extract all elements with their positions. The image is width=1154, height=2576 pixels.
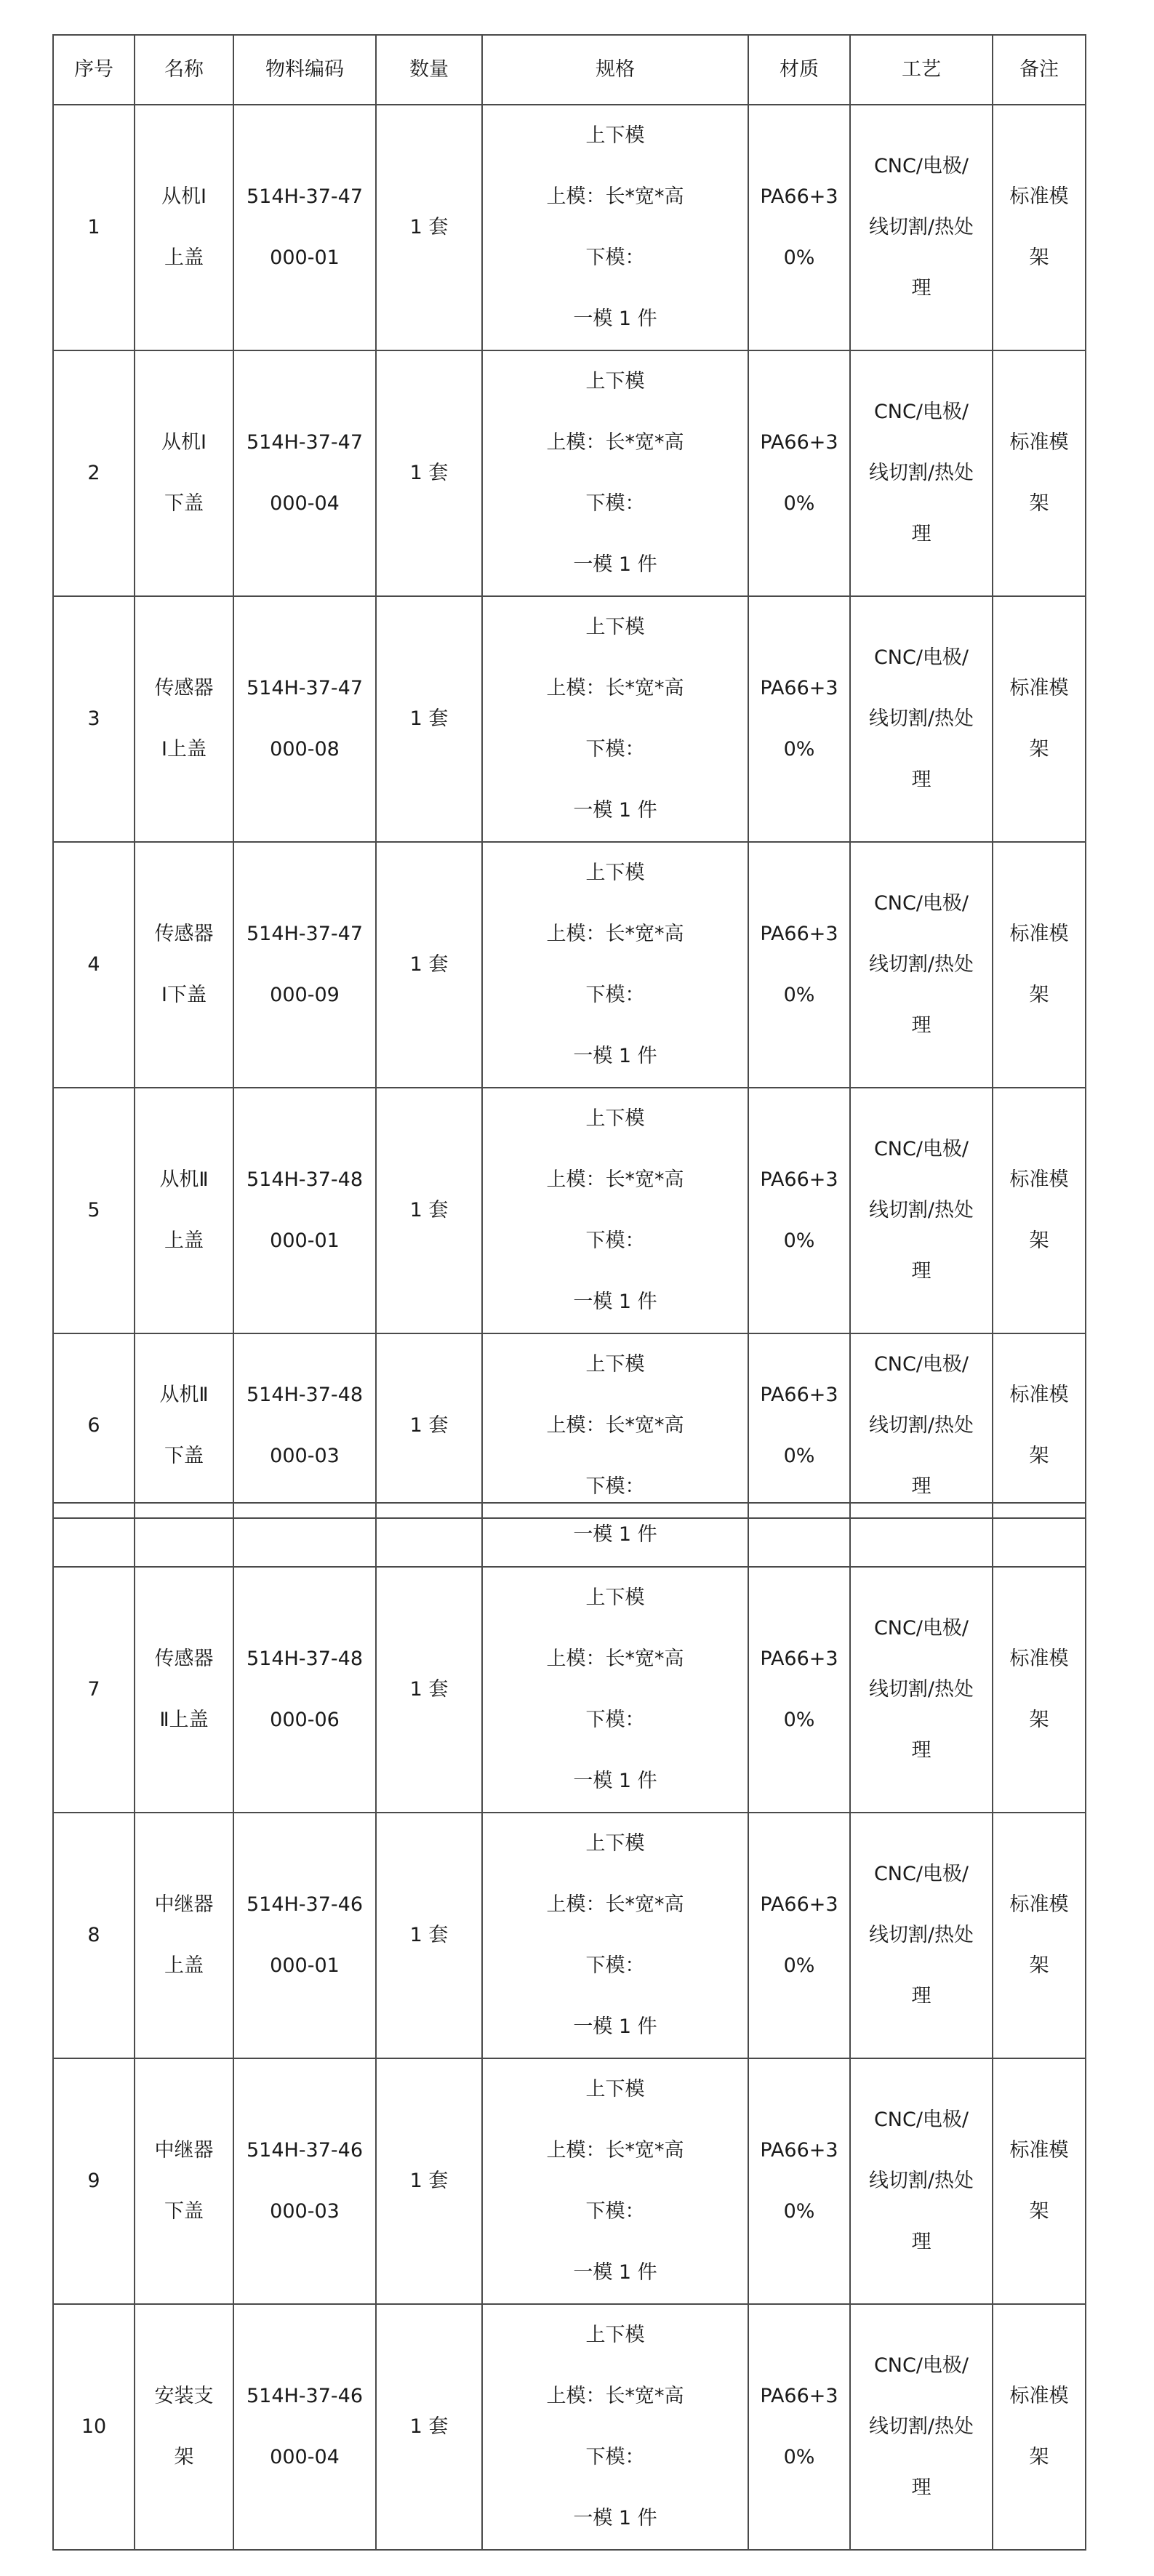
header-process: 工艺 [850, 35, 993, 105]
cell-process-line: 线切割/热处 [868, 1678, 974, 1701]
cell-remark [993, 1333, 1086, 1518]
cell-name-line: 上盖 [164, 246, 204, 269]
cell-process [850, 1813, 993, 2058]
cell-process-line: CNC/电极/ [873, 2354, 969, 2377]
cell-material [748, 596, 850, 842]
cell-name [135, 596, 233, 842]
cell-name-line: 上盖 [164, 1229, 204, 1252]
table-row [53, 1088, 1086, 1333]
cell-process-line: 理 [911, 1985, 931, 2007]
cell-spec-line: 下模： [585, 738, 645, 761]
cell-spec-line: 上模：长*宽*高 [546, 185, 684, 208]
cell-no: 9 [53, 2058, 135, 2304]
cell-spec-line: 下模： [585, 2446, 645, 2468]
cell-material-line: 0% [783, 1954, 815, 1977]
cell-no [53, 1503, 135, 1567]
cell-code-line: 000-03 [270, 2200, 340, 2223]
cell-spec-line: 一模 1 件 [573, 2015, 657, 2038]
cell-process [850, 842, 993, 1088]
cell-name [135, 2304, 233, 2550]
cell-code [233, 1503, 376, 1567]
cell-remark-line: 架 [1029, 2446, 1049, 2468]
cell-remark-line: 标准模 [1009, 1168, 1069, 1191]
cell-process [850, 1567, 993, 1813]
cell-material [748, 1088, 850, 1333]
cell-remark-line: 标准模 [1009, 1648, 1069, 1670]
cell-material-line: PA66+3 [760, 1384, 838, 1406]
cell-remark-line: 架 [1029, 1954, 1049, 1977]
cell-spec [482, 1567, 748, 1813]
cell-name-line: 从机Ⅰ [161, 431, 207, 454]
continuation-row [53, 1503, 1086, 1567]
cell-process-line: 理 [911, 1739, 931, 1762]
cell-process-line: 线切割/热处 [868, 2170, 974, 2192]
cell-spec-line: 上模：长*宽*高 [546, 1168, 684, 1191]
cell-process-line: CNC/电极/ [873, 1138, 969, 1160]
cell-material-line: PA66+3 [760, 923, 838, 945]
cell-material-line: 0% [783, 2200, 815, 2223]
cell-material [748, 105, 850, 350]
cell-no: 5 [53, 1088, 135, 1333]
header-material: 材质 [748, 35, 850, 105]
cell-process-line: 理 [911, 769, 931, 791]
cell-process-line: CNC/电极/ [873, 646, 969, 669]
cell-remark-line: 架 [1029, 246, 1049, 269]
cell-process-line: 理 [911, 2231, 931, 2253]
cell-code [233, 596, 376, 842]
cell-code-line: 000-01 [270, 246, 340, 269]
table-row [53, 2304, 1086, 2550]
cell-spec-line: 一模 1 件 [573, 2261, 657, 2284]
cell-name-line: 下盖 [164, 2200, 204, 2223]
cell-remark-line: 标准模 [1009, 431, 1069, 454]
cell-name-line: 从机Ⅱ [159, 1384, 209, 1406]
cell-spec-line: 下模： [585, 1709, 645, 1731]
cell-process [850, 2304, 993, 2550]
cell-process-line: 线切割/热处 [868, 1924, 974, 1946]
cell-remark-line: 架 [1029, 1709, 1049, 1731]
cell-remark-line: 架 [1029, 1445, 1049, 1467]
cell-code [233, 1567, 376, 1813]
cell-name [135, 1503, 233, 1567]
cell-material-line: 0% [783, 492, 815, 515]
cell-remark [993, 1813, 1086, 2058]
cell-process-line: CNC/电极/ [873, 401, 969, 423]
cell-spec [482, 105, 748, 350]
cell-name [135, 2058, 233, 2304]
cell-material [748, 2304, 850, 2550]
cell-code-line: 000-01 [270, 1229, 340, 1252]
cell-name-line: Ⅱ上盖 [159, 1709, 209, 1731]
cell-material-line: PA66+3 [760, 431, 838, 454]
cell-code-line: 514H-37-47 [246, 431, 364, 454]
cell-process [850, 1088, 993, 1333]
cell-no: 7 [53, 1567, 135, 1813]
cell-qty: 1 套 [376, 1813, 482, 2058]
cell-name-line: 安装支 [154, 2385, 214, 2407]
cell-process [850, 1333, 993, 1518]
cell-process-line: 理 [911, 1475, 931, 1498]
cell-material [748, 350, 850, 596]
cell-name-line: Ⅰ下盖 [161, 984, 207, 1006]
cell-process-line: 线切割/热处 [868, 1199, 974, 1221]
cell-process-line: 理 [911, 1260, 931, 1283]
table-row [53, 2058, 1086, 2304]
table-header-row [53, 35, 1086, 105]
table-row [53, 596, 1086, 842]
cell-remark-line: 标准模 [1009, 1893, 1069, 1916]
cell-name-line: 下盖 [164, 492, 204, 515]
cell-remark [993, 1503, 1086, 1567]
cell-no: 4 [53, 842, 135, 1088]
cell-qty: 1 套 [376, 842, 482, 1088]
cell-spec-line: 下模： [585, 2200, 645, 2223]
cell-material-line: PA66+3 [760, 677, 838, 699]
cell-process-line: 线切割/热处 [868, 707, 974, 730]
cell-remark [993, 105, 1086, 350]
cell-code [233, 105, 376, 350]
cell-name [135, 1333, 233, 1518]
cell-code-line: 514H-37-48 [246, 1648, 364, 1670]
cell-spec: 一模 1 件 [482, 1503, 748, 1567]
cell-no: 6 [53, 1333, 135, 1518]
cell-no: 10 [53, 2304, 135, 2550]
cell-name [135, 1567, 233, 1813]
cell-code [233, 1333, 376, 1518]
cell-spec-line: 上下模 [585, 1586, 645, 1609]
cell-process-line: 理 [911, 523, 931, 545]
cell-remark [993, 350, 1086, 596]
cell-process-line: 理 [911, 277, 931, 300]
cell-process-line: 线切割/热处 [868, 953, 974, 976]
cell-code [233, 350, 376, 596]
mold-list-table [52, 34, 1086, 1519]
cell-no: 8 [53, 1813, 135, 2058]
cell-code [233, 2304, 376, 2550]
cell-code-line: 000-09 [270, 984, 340, 1006]
cell-name [135, 350, 233, 596]
cell-process [850, 2058, 993, 2304]
cell-code-line: 000-01 [270, 1954, 340, 1977]
table-row [53, 1333, 1086, 1518]
cell-spec-line: 上下模 [585, 2324, 645, 2346]
cell-spec-line: 一模 1 件 [573, 2507, 657, 2529]
cell-material-line: PA66+3 [760, 185, 838, 208]
cell-material [748, 1503, 850, 1567]
cell-qty: 1 套 [376, 596, 482, 842]
mold-list-table-continued [52, 1502, 1086, 2551]
cell-process [850, 105, 993, 350]
cell-process-line: 理 [911, 2476, 931, 2499]
cell-spec-line: 上模：长*宽*高 [546, 2139, 684, 2162]
cell-name-line: 下盖 [164, 1445, 204, 1467]
cell-name [135, 105, 233, 350]
cell-code [233, 2058, 376, 2304]
cell-spec-line: 上下模 [585, 1832, 645, 1855]
cell-spec-line: 一模 1 件 [573, 1770, 657, 1792]
cell-remark-line: 架 [1029, 492, 1049, 515]
cell-remark [993, 1088, 1086, 1333]
cell-process [850, 350, 993, 596]
cell-remark-line: 标准模 [1009, 1384, 1069, 1406]
cell-name [135, 842, 233, 1088]
cell-material [748, 1333, 850, 1518]
cell-name-line: 传感器 [154, 923, 214, 945]
cell-material-line: 0% [783, 1445, 815, 1467]
cell-spec [482, 1088, 748, 1333]
cell-code [233, 842, 376, 1088]
cell-remark [993, 1567, 1086, 1813]
cell-process-line: 线切割/热处 [868, 2415, 974, 2438]
header-code: 物料编码 [233, 35, 376, 105]
cell-spec [482, 842, 748, 1088]
cell-code-line: 514H-37-47 [246, 185, 364, 208]
header-remark: 备注 [993, 35, 1086, 105]
header-no: 序号 [53, 35, 135, 105]
cell-remark-line: 标准模 [1009, 677, 1069, 699]
cell-remark [993, 2058, 1086, 2304]
header-qty: 数量 [376, 35, 482, 105]
cell-spec-line: 下模： [585, 984, 645, 1006]
cell-code-line: 514H-37-46 [246, 1893, 364, 1916]
cell-code-line: 000-03 [270, 1445, 340, 1467]
cell-spec-line: 下模： [585, 246, 645, 269]
cell-spec-line: 上下模 [585, 1353, 645, 1376]
cell-qty: 1 套 [376, 1567, 482, 1813]
cell-process-line: CNC/电极/ [873, 1353, 969, 1376]
cell-qty: 1 套 [376, 2058, 482, 2304]
cell-name-line: 架 [174, 2446, 194, 2468]
cell-spec-line: 上模：长*宽*高 [546, 2385, 684, 2407]
cell-code-line: 514H-37-47 [246, 677, 364, 699]
cell-remark-line: 标准模 [1009, 2139, 1069, 2162]
cell-remark-line: 架 [1029, 1229, 1049, 1252]
cell-material-line: 0% [783, 1709, 815, 1731]
cell-remark-line: 标准模 [1009, 185, 1069, 208]
cell-spec [482, 2058, 748, 2304]
cell-material-line: 0% [783, 1229, 815, 1252]
cell-spec-line: 上模：长*宽*高 [546, 1893, 684, 1916]
cell-spec-line: 上下模 [585, 862, 645, 884]
cell-material [748, 2058, 850, 2304]
cell-spec-line: 下模： [585, 1954, 645, 1977]
cell-process-line: CNC/电极/ [873, 1617, 969, 1640]
cell-remark-line: 标准模 [1009, 2385, 1069, 2407]
cell-code-line: 000-08 [270, 738, 340, 761]
table-row [53, 105, 1086, 350]
cell-material [748, 1813, 850, 2058]
cell-name [135, 1088, 233, 1333]
cell-spec-line: 下模： [585, 492, 645, 515]
cell-spec-line: 上模：长*宽*高 [546, 431, 684, 454]
cell-spec-line: 一模 1 件 [573, 1045, 657, 1067]
cell-process-line: 理 [911, 1014, 931, 1037]
cell-qty: 1 套 [376, 2304, 482, 2550]
cell-material-line: PA66+3 [760, 1648, 838, 1670]
cell-spec [482, 2304, 748, 2550]
cell-qty: 1 套 [376, 350, 482, 596]
cell-code-line: 000-04 [270, 2446, 340, 2468]
table-row [53, 1813, 1086, 2058]
cell-remark [993, 842, 1086, 1088]
cell-code-line: 514H-37-46 [246, 2139, 364, 2162]
cell-process [850, 1503, 993, 1567]
cell-qty: 1 套 [376, 1088, 482, 1333]
cell-process-line: 线切割/热处 [868, 462, 974, 484]
cell-name-line: Ⅰ上盖 [161, 738, 207, 761]
cell-no: 2 [53, 350, 135, 596]
cell-code-line: 514H-37-48 [246, 1384, 364, 1406]
cell-code-line: 514H-37-47 [246, 923, 364, 945]
cell-process-line: CNC/电极/ [873, 892, 969, 915]
cell-name [135, 1813, 233, 2058]
cell-name-line: 中继器 [154, 2139, 214, 2162]
cell-spec-line: 上下模 [585, 124, 645, 147]
cell-spec-line: 下模： [585, 1475, 645, 1498]
table-row [53, 842, 1086, 1088]
cell-spec-line: 上模：长*宽*高 [546, 1648, 684, 1670]
cell-qty [376, 1503, 482, 1567]
cell-code-line: 000-06 [270, 1709, 340, 1731]
cell-name-line: 从机Ⅰ [161, 185, 207, 208]
cell-process [850, 596, 993, 842]
cell-spec-line: 下模： [585, 1229, 645, 1252]
cell-spec-line: 一模 1 件 [573, 799, 657, 822]
cell-material-line: PA66+3 [760, 1893, 838, 1916]
cell-spec-line: 一模 1 件 [573, 308, 657, 330]
cell-spec-line: 上模：长*宽*高 [546, 1414, 684, 1437]
cell-process-line: 线切割/热处 [868, 1414, 974, 1437]
cell-remark-line: 架 [1029, 2200, 1049, 2223]
cell-qty: 1 套 [376, 1333, 482, 1518]
cell-remark [993, 596, 1086, 842]
cell-spec-line: 一模 1 件 [573, 553, 657, 576]
cell-process-line: CNC/电极/ [873, 2108, 969, 2131]
cell-process-line: CNC/电极/ [873, 155, 969, 177]
cell-spec [482, 1813, 748, 2058]
cell-remark-line: 架 [1029, 738, 1049, 761]
header-name: 名称 [135, 35, 233, 105]
cell-spec-line: 上下模 [585, 616, 645, 638]
cell-code [233, 1088, 376, 1333]
cell-no: 1 [53, 105, 135, 350]
cell-material [748, 1567, 850, 1813]
cell-material-line: PA66+3 [760, 1168, 838, 1191]
table-row [53, 1567, 1086, 1813]
cell-process-line: 线切割/热处 [868, 216, 974, 238]
cell-name-line: 上盖 [164, 1954, 204, 1977]
cell-material [748, 842, 850, 1088]
cell-material-line: 0% [783, 984, 815, 1006]
cell-spec [482, 350, 748, 596]
cell-name-line: 传感器 [154, 677, 214, 699]
cell-spec [482, 1333, 748, 1518]
cell-name-line: 从机Ⅱ [159, 1168, 209, 1191]
cell-name-line: 传感器 [154, 1648, 214, 1670]
cell-material-line: 0% [783, 2446, 815, 2468]
cell-spec-line: 上模：长*宽*高 [546, 923, 684, 945]
cell-code-line: 514H-37-46 [246, 2385, 364, 2407]
cell-remark [993, 2304, 1086, 2550]
cell-material-line: PA66+3 [760, 2139, 838, 2162]
cell-no: 3 [53, 596, 135, 842]
cell-spec-line: 一模 1 件 [573, 1291, 657, 1313]
cell-process-line: CNC/电极/ [873, 1863, 969, 1885]
cell-remark-line: 标准模 [1009, 923, 1069, 945]
table-row [53, 350, 1086, 596]
cell-qty: 1 套 [376, 105, 482, 350]
cell-material-line: PA66+3 [760, 2385, 838, 2407]
cell-code-line: 514H-37-48 [246, 1168, 364, 1191]
cell-name-line: 中继器 [154, 1893, 214, 1916]
header-spec: 规格 [482, 35, 748, 105]
cell-code-line: 000-04 [270, 492, 340, 515]
cell-material-line: 0% [783, 738, 815, 761]
cell-code [233, 1813, 376, 2058]
cell-spec-line: 上下模 [585, 370, 645, 393]
cell-spec-line: 上下模 [585, 1107, 645, 1130]
cell-spec-line: 上模：长*宽*高 [546, 677, 684, 699]
cell-remark-line: 架 [1029, 984, 1049, 1006]
cell-material-line: 0% [783, 246, 815, 269]
cell-spec-line: 上下模 [585, 2078, 645, 2100]
cell-spec [482, 596, 748, 842]
